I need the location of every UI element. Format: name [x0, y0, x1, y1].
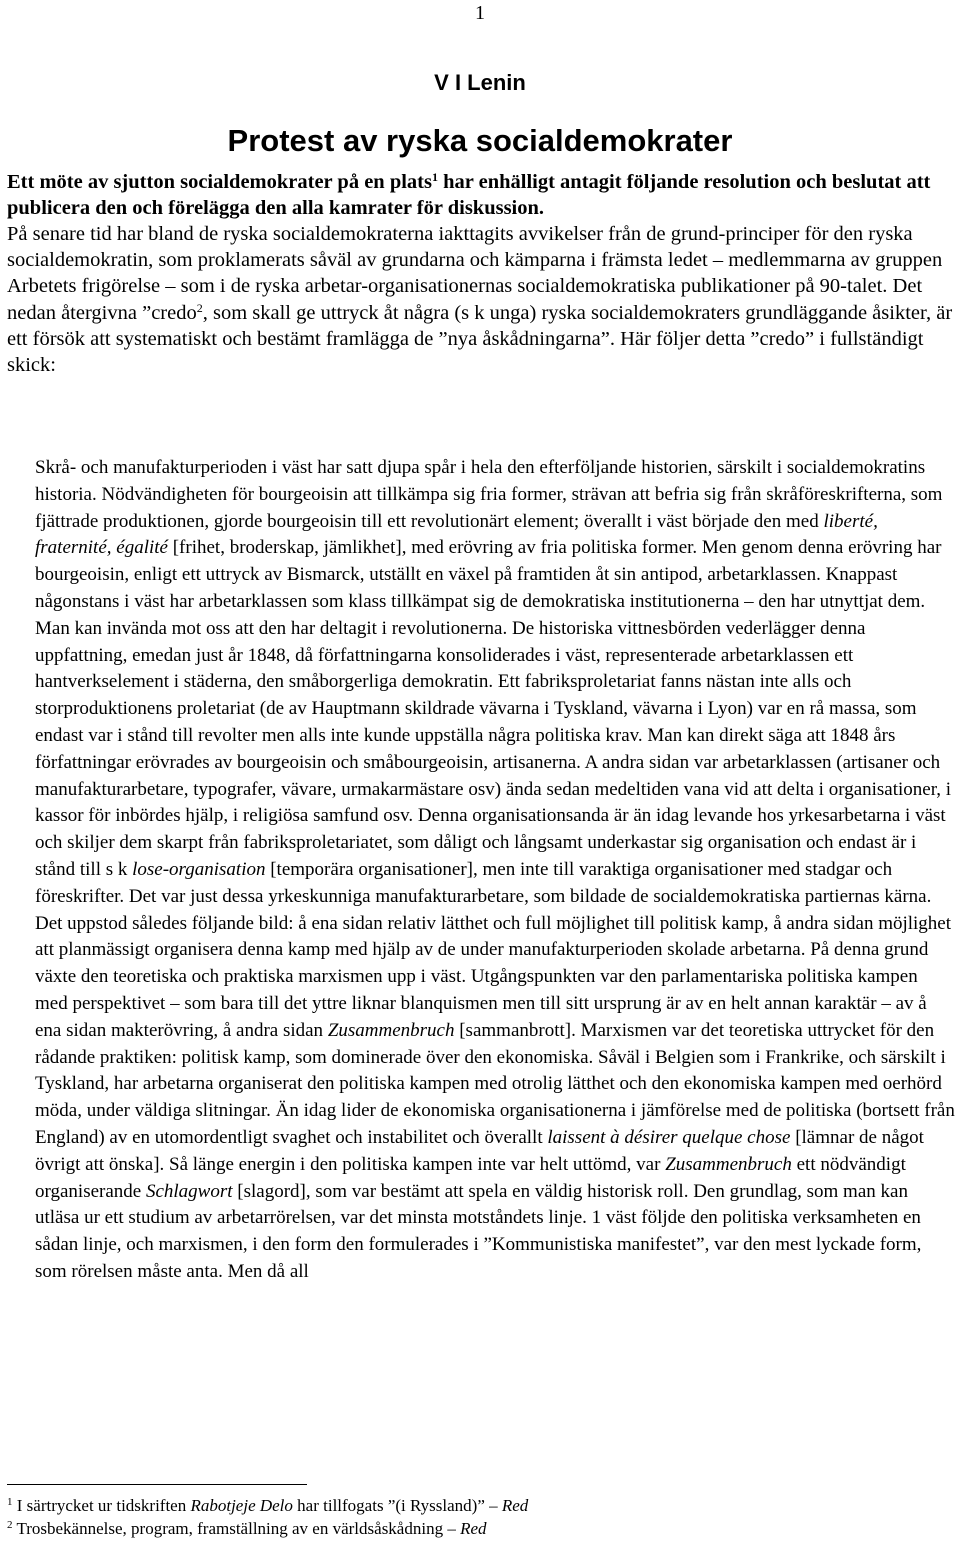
subtitle-text-cont: har enhälligt antagit följande resolution och beslutat att publicera den och förelägga den alla kamrater för diskussion.: [7, 171, 931, 219]
document-title: Protest av ryska socialdemokrater: [227, 123, 733, 158]
footnote-ref-2[interactable]: 2: [196, 300, 203, 315]
quote-italic: Zusammenbruch: [665, 1153, 792, 1175]
footnote-2: [7, 1517, 947, 1540]
footnotes: [7, 1494, 947, 1540]
footnote-divider: [7, 1484, 307, 1485]
page-number: 1: [475, 2, 485, 24]
footnote-text: har tillfogats ”(i Ryssland)” –: [292, 1496, 502, 1515]
intro-text-cont: , som skall ge uttryck åt några (s k unga) ryska socialdemokraters grundläggande åsikter, är ett försök att systematiskt och bestämt framlägga de ”nya åskådningarna”. Här följer detta ”credo” i fullständigt skick:: [7, 301, 953, 377]
main-text: [7, 169, 955, 378]
intro-paragraph: [7, 221, 955, 378]
footnote-text: Trosbekännelse, program, framställning av en världsåskådning –: [12, 1519, 461, 1538]
credo-quote: [35, 455, 955, 1286]
quote-text: Skrå- och manufakturperioden i väst har satt djupa spår i hela den efterföljande historien, särskilt i socialdemokratins historia. Nödvändigheten för bourgeoisin att tillkämpa sig fria former, strävan att befria sig från skråföreskrifterna, som fjättrade produktionen, gjorde bourgeoisin till ett revolutionärt element; överallt i väst började den med: [35, 457, 943, 532]
quote-italic: lose-organisation: [132, 858, 266, 880]
quote-text: [slagord], som var bestämt att spela en väldig historisk roll. Den grundlag, som man kan utläsa ur ett studium av arbetarrörelsen, var det minsta motståndets linje. 1 väst följde den politiska verksamheten en sådan linje, och marxismen, i den form den formulerades i ”Kommunistiska manifestet”, var den mest lyckade form, som rörelsen måste anta. Men då all: [35, 1180, 922, 1282]
quote-italic: Schlagwort: [145, 1180, 233, 1202]
author: V I Lenin: [434, 70, 526, 95]
quote-text: ett nödvändigt organiserande: [35, 1153, 906, 1202]
footnote-italic: Rabotjeje Delo: [190, 1496, 293, 1515]
quote-italic: Zusammenbruch: [327, 1019, 455, 1041]
quote-text: [sammanbrott]. Marxismen var det teoretiska uttrycket för den rådande praktiken: politisk kamp, som dominerade över den ekonomiska. Såväl i Belgien som i Frankrike, och särskilt i Tyskland, har arbetarna organiserat den politiska kampen med otrolig lätthet och den ekonomiska kampen med oerhörd möda, under väldiga slitningar. Än idag lider de ekonomiska organisationerna i jämförelse med de politiska (bortsett från England) av en utomordentligt svaghet och instabilitet och överallt: [35, 1019, 955, 1148]
subtitle: [7, 169, 955, 221]
footnote-text: I särtrycket ur tidskriften: [12, 1496, 191, 1515]
footnote-signature: Red: [460, 1519, 487, 1538]
footnote-number: 2: [7, 1519, 13, 1531]
subtitle-text: Ett möte av sjutton socialdemokrater på en plats: [7, 171, 432, 193]
quote-text: [frihet, broderskap, jämlikhet], med erövring av fria politiska former. Men genom denna erövring har bourgeoisin, enligt ett uttryck av Bismarck, utställt en växel på framtiden åt sin antipod, arbetarklassen. Knappast någonstans i väst har arbetarklassen som klass tillkämpat sig de demokratiska institutionerna – den har utnyttjat dem. Man kan invända mot oss att den har deltagit i revolutionerna. De historiska vittnesbörden vederlägger denna uppfattning, emedan just år 1848, då författningarna konsoliderades i väst, representerade arbetarklassen ett hantverkselement i städerna, den småborgerliga demokratin. Ett fabriksproletariat fanns nästan inte alls och storproduktionens proletariat (de av Hauptmann skildrade vävarna i Tyskland, vävarna i Lyon) var en rå massa, som endast var i stånd till revolter men alls inte kunde uppställa några politiska krav. Man kan direkt säga att 1848 års författningar erövrades av bourgeoisin och småbourgeoisin, artisanerna. A andra sidan var arbetarklassen (artisaner och manufakturarbetare, typografer, vävare, urmakarmästare osv) ända sedan medeltiden vana vid att delta i organisationer, i kassor för inbördes hjälp, i religiösa samfund osv. Denna organisationsanda är än idag levande hos yrkesarbetarna i väst och skiljer dem skarpt från fabriksproletariatet, som dåligt och långsamt underkastar sig organisation och endast är i stånd till s k: [35, 537, 952, 880]
quote-text: [lämnar de något övrigt att önska]. Så länge energin i den politiska kampen inte var helt uttömd, var: [35, 1126, 924, 1175]
footnote-signature: Red: [501, 1496, 529, 1515]
quote-italic: liberté, fraternité, égalité: [35, 510, 878, 559]
footnote-number: 1: [7, 1496, 13, 1508]
footnote-1: [7, 1494, 947, 1517]
quote-text: [temporära organisationer], men inte till varaktiga organisationer med stadgar och föreskrifter. Det var just dessa yrkeskunniga manufakturarbetare, som bildade de socialdemokratiska partiernas kärna. Det uppstod således följande bild: å ena sidan relativ lätthet och full möjlighet till politisk kamp, å andra sidan möjlighet att planmässigt organisera denna kamp med hjälp av de under manufakturperioden skolade arbetarna. På denna grund växte den teoretiska och praktiska marxismen upp i väst. Utgångspunkten var den parlamentariska politiska kampen med perspektivet – som bara till det yttre liknar blanquismen men till sitt ursprung är av en helt annan karaktär – av å ena sidan makterövring, å andra sidan: [35, 858, 952, 1041]
footnote-ref-1[interactable]: 1: [431, 170, 438, 184]
intro-text: På senare tid har bland de ryska socialdemokraterna iakttagits avvikelser från de grund-principer för den ryska socialdemokratin, som proklamerats såväl av grundarna och kämparna i främsta ledet – medlemmarna av gruppen Arbetets frigörelse – som i de ryska arbetar-organisationernas socialdemokratiska publikationer på 90-talet. Det nedan återgivna ”credo: [7, 223, 943, 324]
quote-italic: laissent à désirer quelque chose: [547, 1126, 791, 1148]
